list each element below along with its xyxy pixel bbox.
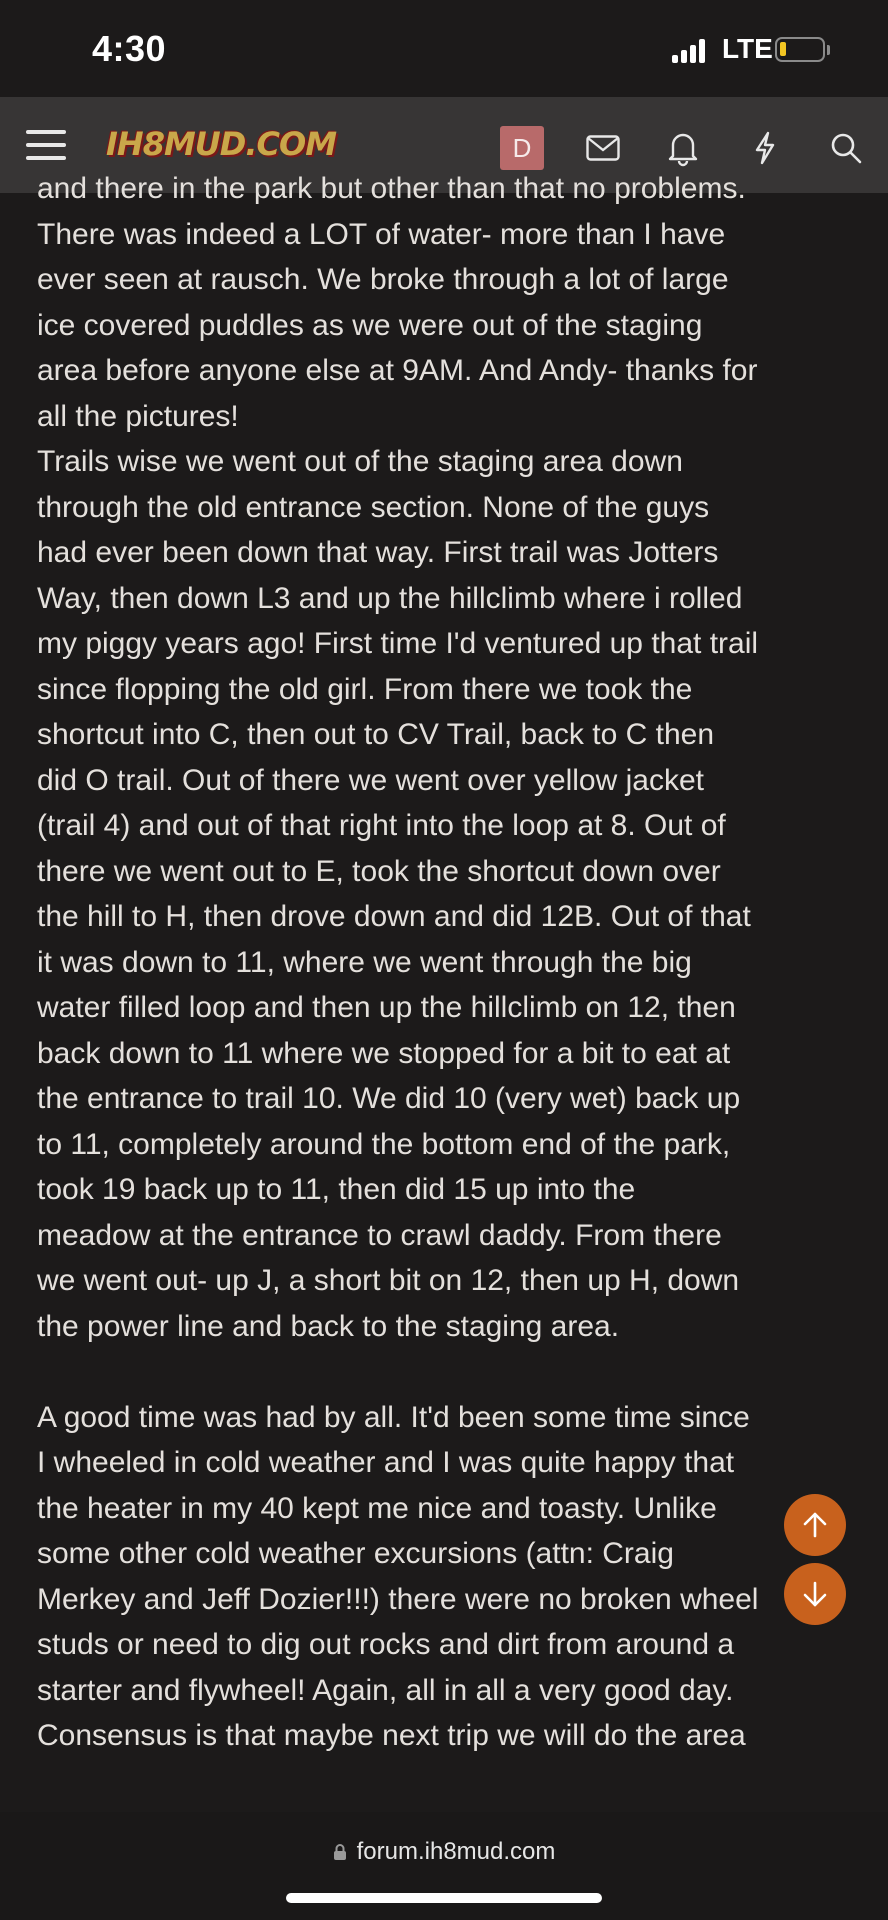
post-body [37, 172, 857, 1811]
battery-icon [775, 37, 825, 62]
post-text-line: A good time was had by all. It'd been some time since [37, 1400, 750, 1434]
arrow-down-icon [800, 1579, 830, 1609]
lock-icon [333, 1843, 347, 1861]
post-text-line: water filled loop and then up the hillclimb on 12, then [37, 991, 736, 1024]
post-text-line: all the pictures! [37, 399, 239, 433]
post-text-line: ever seen at rausch. We broke through a lot of large [37, 263, 729, 296]
paragraph-gap [37, 1349, 857, 1395]
post-block-2 [37, 1395, 857, 1759]
post-text-line: and there in the park but other than that no problems. [37, 172, 746, 205]
post-text-line: since flopping the old girl. From there we took the [37, 672, 693, 706]
post-text-line: the entrance to trail 10. We did 10 (very wet) back up [37, 1082, 741, 1115]
post-text-line: ice covered puddles as we were out of the staging [37, 308, 703, 342]
post-text-line: the heater in my 40 kept me nice and toasty. Unlike [37, 1491, 717, 1525]
avatar[interactable]: D [500, 126, 544, 170]
post-text-line: the hill to H, then drove down and did 12B. Out of that [37, 900, 751, 933]
post-text-line: Merkey and Jeff Dozier!!!) there were no broken wheel [37, 1582, 759, 1616]
post-text-line: there we went out to E, took the shortcut down over [37, 854, 721, 888]
post-text-line: took 19 back up to 11, then did 15 up into the [37, 1173, 636, 1206]
post-text-line: studs or need to dig out rocks and dirt from around a [37, 1628, 735, 1661]
post-text-line: meadow at the entrance to crawl daddy. From there [37, 1218, 722, 1252]
post-text-line: had ever been down that way. First trail was Jotters [37, 536, 719, 569]
status-time: 4:30 [92, 28, 167, 69]
battery-tip [827, 45, 830, 55]
scroll-down-button[interactable] [784, 1563, 846, 1625]
signal-icon [672, 39, 708, 63]
post-text-line: There was indeed a LOT of water- more than I have [37, 217, 726, 251]
status-bar [0, 0, 888, 97]
address-bar[interactable] [0, 1832, 888, 1872]
url-text: forum.ih8mud.com [356, 1838, 556, 1865]
post-text-line: area before anyone else at 9AM. And Andy- thanks for [37, 354, 758, 387]
post-text-line: Consensus is that maybe next trip we will do the area [37, 1719, 746, 1752]
post-text-line: the power line and back to the staging area. [37, 1309, 620, 1343]
post-text-line: back down to 11 where we stopped for a bit to eat at [37, 1036, 731, 1070]
post-text-line: Trails wise we went out of the staging area down [37, 445, 683, 478]
post-text-line: some other cold weather excursions (attn: Craig [37, 1537, 674, 1570]
post-text-line: I wheeled in cold weather and I was quite happy that [37, 1446, 735, 1479]
post-text-line: to 11, completely around the bottom end of the park, [37, 1127, 731, 1161]
post-text-line: Way, then down L3 and up the hillclimb where i rolled [37, 581, 743, 615]
post-text-line: it was down to 11, where we went through the big [37, 945, 692, 979]
scroll-up-button[interactable] [784, 1494, 846, 1556]
post-text-line: starter and flywheel! Again, all in all a very good day. [37, 1673, 734, 1707]
post-text-line: did O trail. Out of there we went over yellow jacket [37, 763, 704, 797]
arrow-up-icon [800, 1510, 830, 1540]
site-logo[interactable]: IH8MUD.COM [106, 125, 337, 163]
post-text-line: through the old entrance section. None of the guys [37, 490, 710, 524]
home-indicator[interactable] [286, 1893, 602, 1903]
post-text-line: shortcut into C, then out to CV Trail, back to C then [37, 718, 715, 751]
post-block-1 [37, 166, 857, 1349]
post-text-line: my piggy years ago! First time I'd ventured up that trail [37, 627, 759, 660]
post-text-line: (trail 4) and out of that right into the loop at 8. Out of [37, 809, 726, 842]
network-label: LTE [722, 33, 773, 64]
post-text-line: we went out- up J, a short bit on 12, then up H, down [37, 1264, 740, 1297]
